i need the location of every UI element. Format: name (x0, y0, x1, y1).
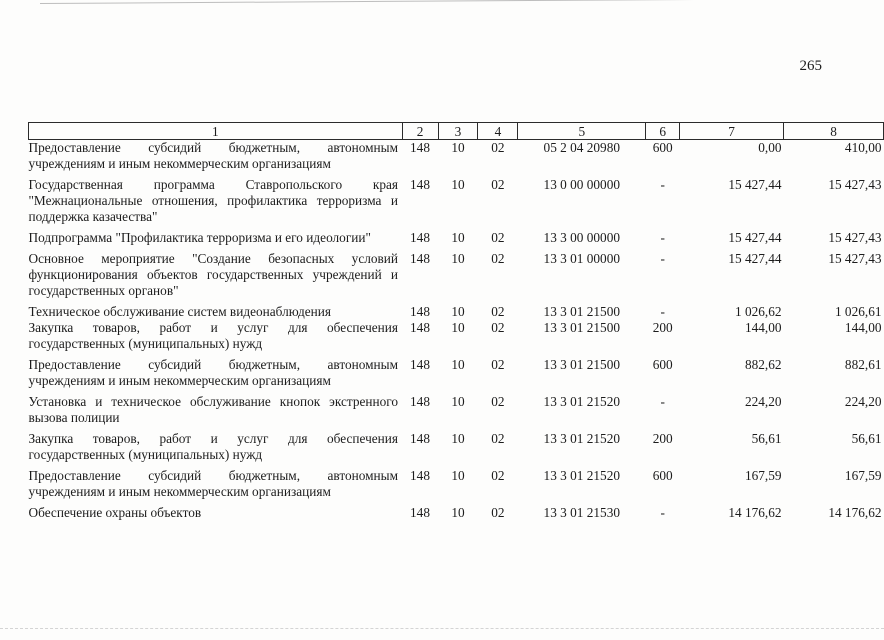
row-subsection-code: 02 (491, 230, 505, 245)
row-subsection-code: 02 (491, 394, 505, 409)
row-target-article: 13 3 01 21500 (543, 304, 621, 319)
row-subsection-code: 02 (491, 140, 505, 155)
header-cell: 7 (680, 123, 784, 140)
table-row (29, 251, 884, 304)
row-expense-type: - (660, 505, 665, 520)
row-amount-col8: 167,59 (844, 468, 882, 483)
row-name: Основное мероприятие "Создание безопасных условий функционирования объектов государственных учреждений и государственных органов" (28, 251, 399, 298)
row-target-article: 13 3 01 00000 (543, 251, 621, 266)
row-amount-col7: 1 026,62 (735, 304, 782, 319)
table-row (29, 505, 884, 521)
row-ministry-code: 148 (410, 394, 430, 409)
row-expense-type: - (660, 251, 665, 266)
table-row (29, 394, 884, 431)
row-section-code: 10 (451, 230, 465, 245)
row-name: Обеспечение охраны объектов (28, 505, 202, 520)
row-ministry-code: 148 (410, 251, 430, 266)
row-ministry-code: 148 (410, 304, 430, 319)
row-section-code: 10 (451, 251, 465, 266)
scan-edge-top (40, 0, 884, 4)
row-subsection-code: 02 (491, 304, 505, 319)
row-expense-type: - (660, 394, 665, 409)
row-section-code: 10 (451, 431, 465, 446)
row-amount-col8: 410,00 (844, 140, 882, 155)
header-cell: 1 (29, 123, 403, 140)
row-name: Предоставление субсидий бюджетным, автономным учреждениям и иным некоммерческим организациям (28, 468, 399, 499)
row-expense-type: - (660, 177, 665, 192)
row-ministry-code: 148 (410, 357, 430, 372)
row-amount-col7: 167,59 (744, 468, 782, 483)
row-expense-type: 600 (652, 468, 673, 483)
row-amount-col7: 14 176,62 (728, 505, 782, 520)
row-amount-col8: 1 026,61 (834, 304, 882, 319)
row-expense-type: 200 (652, 320, 673, 335)
header-cell: 4 (478, 123, 518, 140)
row-section-code: 10 (451, 140, 465, 155)
row-target-article: 13 0 00 00000 (543, 177, 621, 192)
row-section-code: 10 (451, 505, 465, 520)
row-amount-col8: 144,00 (844, 320, 882, 335)
row-subsection-code: 02 (491, 177, 505, 192)
row-section-code: 10 (451, 357, 465, 372)
row-name: Государственная программа Ставропольского края "Межнациональные отношения, профилактика терроризма и поддержка казачества" (28, 177, 399, 224)
table-row (29, 357, 884, 394)
table-row (29, 320, 884, 357)
row-amount-col8: 15 427,43 (828, 230, 882, 245)
row-section-code: 10 (451, 468, 465, 483)
row-target-article: 13 3 00 00000 (543, 230, 621, 245)
row-ministry-code: 148 (410, 505, 430, 520)
header-cell: 3 (438, 123, 478, 140)
row-target-article: 13 3 01 21500 (543, 320, 621, 335)
header-row (29, 123, 884, 140)
row-section-code: 10 (451, 304, 465, 319)
row-amount-col7: 144,00 (744, 320, 782, 335)
table-row (29, 230, 884, 251)
row-target-article: 13 3 01 21530 (543, 505, 621, 520)
row-amount-col8: 15 427,43 (828, 251, 882, 266)
row-amount-col7: 15 427,44 (728, 177, 782, 192)
budget-table (28, 122, 884, 521)
row-section-code: 10 (451, 320, 465, 335)
table-row (29, 304, 884, 320)
row-target-article: 13 3 01 21520 (543, 468, 621, 483)
row-amount-col8: 882,61 (844, 357, 882, 372)
row-expense-type: 600 (652, 357, 673, 372)
row-section-code: 10 (451, 177, 465, 192)
row-expense-type: 200 (652, 431, 673, 446)
row-expense-type: - (660, 304, 665, 319)
header-cell: 8 (784, 123, 884, 140)
row-section-code: 10 (451, 394, 465, 409)
row-amount-col8: 15 427,43 (828, 177, 882, 192)
row-ministry-code: 148 (410, 177, 430, 192)
table-row (29, 431, 884, 468)
row-amount-col8: 56,61 (851, 431, 882, 446)
row-subsection-code: 02 (491, 357, 505, 372)
row-target-article: 13 3 01 21500 (543, 357, 621, 372)
table-row (29, 468, 884, 505)
row-amount-col7: 15 427,44 (728, 251, 782, 266)
row-ministry-code: 148 (410, 468, 430, 483)
row-subsection-code: 02 (491, 431, 505, 446)
row-amount-col7: 0,00 (758, 140, 782, 155)
row-amount-col7: 15 427,44 (728, 230, 782, 245)
header-cell: 2 (402, 123, 438, 140)
header-cell: 6 (646, 123, 680, 140)
row-amount-col8: 14 176,62 (828, 505, 882, 520)
row-subsection-code: 02 (491, 251, 505, 266)
row-subsection-code: 02 (491, 468, 505, 483)
row-name: Предоставление субсидий бюджетным, автономным учреждениям и иным некоммерческим организациям (28, 140, 399, 171)
row-ministry-code: 148 (410, 230, 430, 245)
table-row (29, 177, 884, 230)
row-ministry-code: 148 (410, 431, 430, 446)
row-name: Подпрограмма "Профилактика терроризма и его идеологии" (28, 230, 371, 245)
row-ministry-code: 148 (410, 140, 430, 155)
row-subsection-code: 02 (491, 505, 505, 520)
row-name: Предоставление субсидий бюджетным, автономным учреждениям и иным некоммерческим организациям (28, 357, 399, 388)
row-target-article: 13 3 01 21520 (543, 394, 621, 409)
row-expense-type: 600 (652, 140, 673, 155)
row-expense-type: - (660, 230, 665, 245)
row-name: Техническое обслуживание систем видеонаблюдения (28, 304, 331, 319)
page-number: 265 (799, 58, 822, 74)
row-name: Закупка товаров, работ и услуг для обеспечения государственных (муниципальных) нужд (28, 431, 399, 462)
table-row (29, 140, 884, 178)
row-amount-col7: 882,62 (744, 357, 782, 372)
row-subsection-code: 02 (491, 320, 505, 335)
row-name: Установка и техническое обслуживание кнопок экстренного вызова полиции (28, 394, 399, 425)
scan-edge-bottom (0, 628, 884, 629)
row-name: Закупка товаров, работ и услуг для обеспечения государственных (муниципальных) нужд (28, 320, 399, 351)
row-target-article: 13 3 01 21520 (543, 431, 621, 446)
row-ministry-code: 148 (410, 320, 430, 335)
row-amount-col7: 224,20 (744, 394, 782, 409)
row-amount-col8: 224,20 (844, 394, 882, 409)
row-target-article: 05 2 04 20980 (543, 140, 621, 155)
header-cell: 5 (518, 123, 646, 140)
row-amount-col7: 56,61 (751, 431, 782, 446)
